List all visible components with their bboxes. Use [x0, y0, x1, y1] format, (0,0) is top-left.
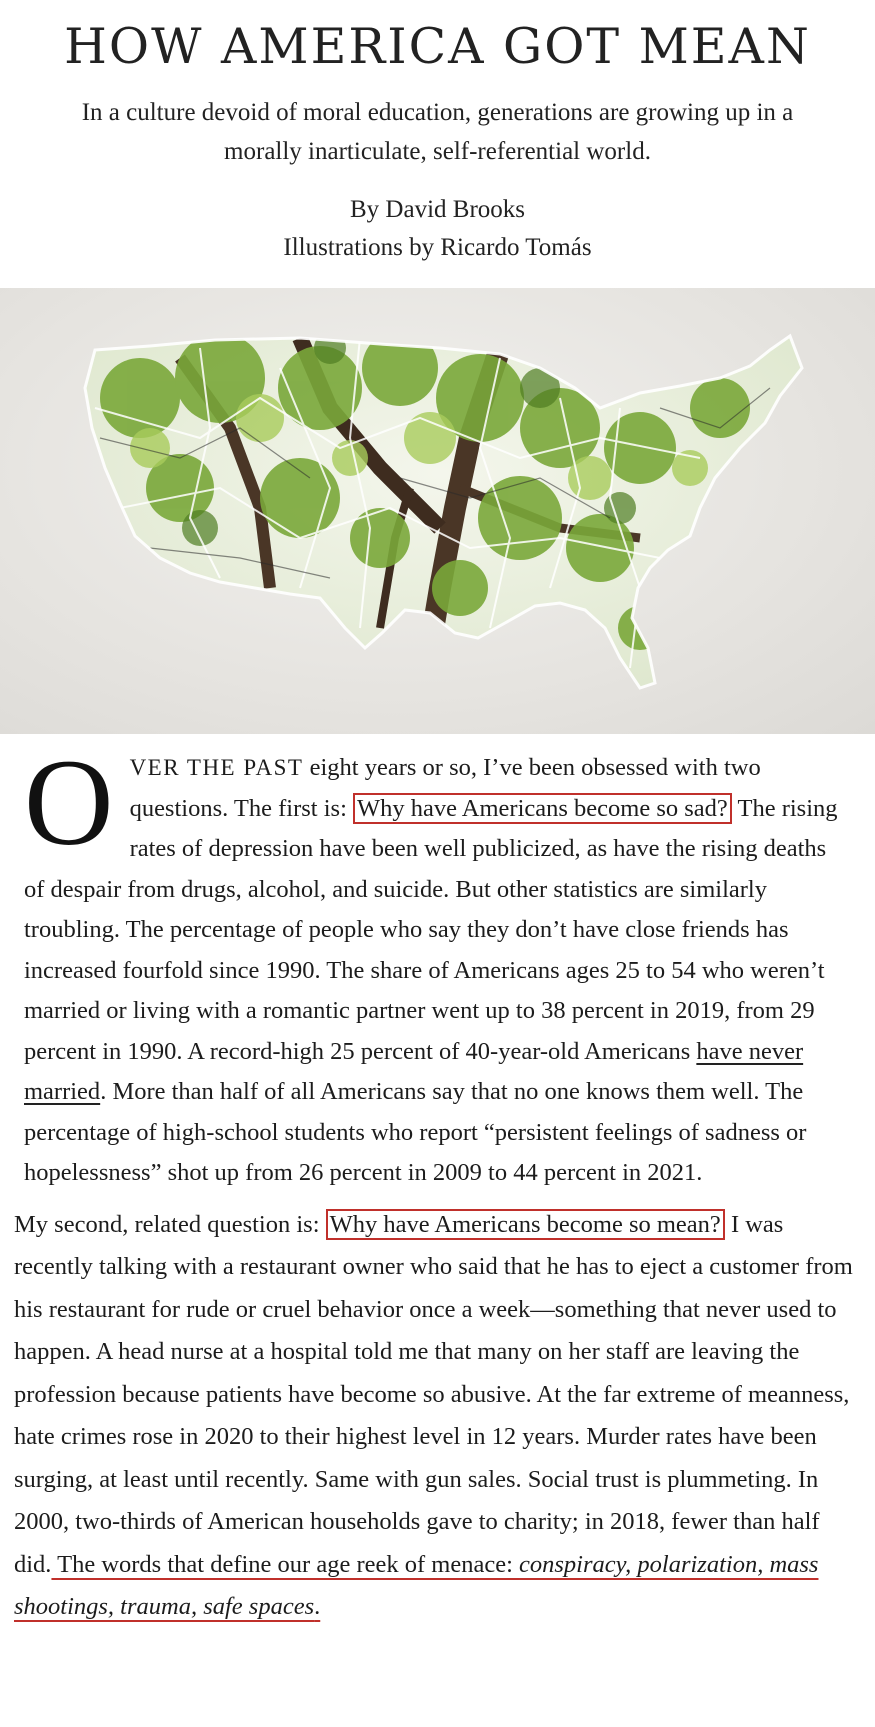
article-body: [0, 734, 875, 1629]
highlighted-question-sad: Why have Americans become so sad?: [353, 793, 732, 824]
paragraph-2: [14, 1204, 859, 1629]
underlined-terms: conspiracy, polarization, mass shootings, trauma, safe spaces: [14, 1550, 819, 1620]
shattered-us-map-tree-illustration-icon: [0, 288, 875, 734]
byline: [0, 191, 875, 267]
illustrator-credit: Illustrations by Ricardo Tomás: [283, 234, 592, 261]
highlighted-question-mean: Why have Americans become so mean?: [326, 1209, 725, 1240]
underlined-lead: The words that define our age reek of menace:: [51, 1550, 520, 1578]
article-dek: In a culture devoid of moral education, generations are growing up in a morally inarticulate, self-referential world.: [81, 99, 794, 165]
paragraph-1: [24, 734, 843, 1194]
article-header: [0, 0, 875, 267]
paragraph-1-text-a: eight years or so, I’ve been obsessed with two questions. The first is:: [129, 754, 761, 822]
article-title: HOW AMERICA GOT MEAN: [64, 18, 811, 75]
paragraph-1-text-c: . More than half of all Americans say that no one knows them well. The percentage of high-school students who report “persistent feelings of sadness or hopelessness” shot up from 26 percent in 2009 to 44 percent in 2021.: [24, 1078, 807, 1186]
underlined-sentence: [14, 1551, 818, 1621]
paragraph-2-text-b: I was recently talking with a restaurant owner who said that he has to eject a customer from his restaurant for rude or cruel behavior once a week—something that never used to happen. A head nurse at a hospital told me that many on her staff are leaving the profession because patients have become so abusive. At the far extreme of meanness, hate crimes rose in 2020 to their highest level in 12 years. Murder rates have been surging, at least until recently. Same with gun sales. Social trust is plummeting. In 2000, two-thirds of American households gave to charity; in 2018, fewer than half did.: [14, 1210, 853, 1578]
never-married-link[interactable]: have never married: [24, 1037, 804, 1105]
underlined-end: .: [314, 1593, 321, 1620]
drop-cap: O: [24, 734, 114, 871]
lead-smallcaps: VER THE PAST: [129, 755, 304, 780]
hero-illustration: [0, 288, 875, 734]
paragraph-2-text-a: My second, related question is:: [14, 1210, 326, 1238]
author-credit: By David Brooks: [350, 196, 525, 223]
paragraph-1-text-b: The rising rates of depression have been well publicized, as have the rising deaths of despair from drugs, alcohol, and suicide. But other statistics are similarly troubling. The percentage of people who say they don’t have close friends has increased fourfold since 1990. The share of Americans ages 25 to 54 who weren’t married or living with a romantic partner went up to 38 percent in 2019, from 29 percent in 1990. A record-high 25 percent of 40-year-old Americans: [24, 794, 838, 1065]
